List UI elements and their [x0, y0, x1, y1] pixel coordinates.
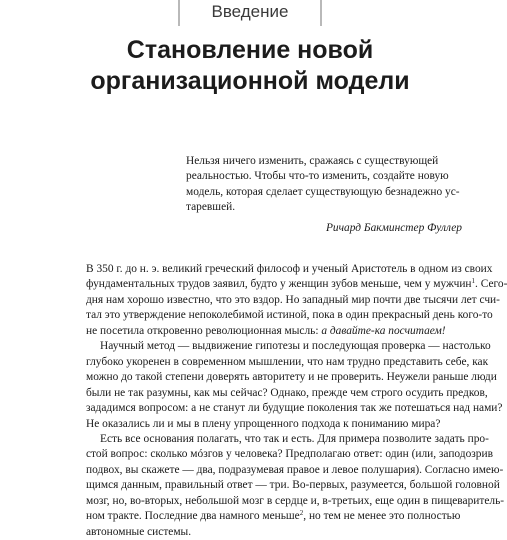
- chapter-title-line-2: организационной модели: [90, 67, 410, 95]
- body-text: [86, 262, 507, 540]
- body-line: глубоко укоренен в современном мышлении, что нам трудно представить себе, как: [86, 355, 489, 368]
- body-line: автономные системы.: [86, 525, 192, 538]
- body-line: были не так разумны, как мы сейчас? Однако, прежде чем строго осудить предков,: [86, 386, 488, 399]
- body-line: В 350 г. до н. э. великий греческий философ и ученый Аристотель в одном из своих: [86, 263, 493, 275]
- chapter-title-line-1: Становление новой: [126, 36, 374, 64]
- body-line: дня нам хорошо известно, что это вздор. Но западный мир почти две тысячи лет счи-: [86, 293, 500, 306]
- footnote-marker[interactable]: 2: [299, 509, 304, 518]
- epigraph-author: Ричард Бакминстер Фуллер: [325, 221, 462, 234]
- epigraph-line: модель, которая сделает существующую безнадежно ус-: [186, 185, 460, 198]
- body-line: зададимся вопросом: а не станут ли будущие поколения так же потешаться над нами?: [86, 402, 503, 415]
- epigraph-line: реальностью. Чтобы что-то изменить, создайте новую: [186, 170, 449, 183]
- body-line: Научный метод — выдвижение гипотезы и последующая проверка — настолько: [100, 340, 491, 353]
- body-line: фундаментальных трудов заявил, будто у женщин зубов меньше, чем у мужчин$^1$. Сего-: [86, 277, 507, 291]
- section-label: Введение: [211, 2, 289, 21]
- body-line: стой вопрос: сколько мóзгов у человека? Предполагаю ответ: один (или, заподозрив: [86, 448, 493, 461]
- body-line: тал это утверждение непоколебимой истиной, пока в один прекрасный день кого-то: [86, 309, 493, 322]
- body-line: Не оказались ли и мы в плену упрощенного подхода к пониманию мира?: [86, 417, 441, 430]
- chapter-title: [0, 35, 500, 97]
- body-line: не посетила откровенно революционная мысль: а давайте-ка посчитаем!: [86, 324, 446, 337]
- epigraph-line: Нельзя ничего изменить, сражаясь с существующей: [186, 155, 439, 167]
- footnote-marker[interactable]: 1: [471, 277, 476, 286]
- emphasis-text: а давайте-ка посчитаем!: [321, 324, 446, 337]
- body-line: Есть все основания полагать, что так и есть. Для примера позволите задать про-: [100, 432, 489, 445]
- body-line: можно до такой степени доверять авторитету и не проверить. Неужели раньше люди: [86, 371, 497, 384]
- body-line: подвох, вы скажете — два, подразумевая правое и левое полушария). Согласно имею-: [86, 463, 504, 476]
- body-line: щимся данным, правильный ответ — три. Во-первых, разумеется, большой головной: [86, 479, 500, 492]
- epigraph-line: таревшей.: [186, 201, 236, 214]
- epigraph: [186, 154, 462, 236]
- body-line: мозг, но, во-вторых, небольшой мозг в сердце и, в-третьих, еще один в пищеваритель-: [86, 494, 505, 507]
- body-line: ном тракте. Последние два намного меньше$^2$, но тем не менее это полностью: [86, 509, 461, 523]
